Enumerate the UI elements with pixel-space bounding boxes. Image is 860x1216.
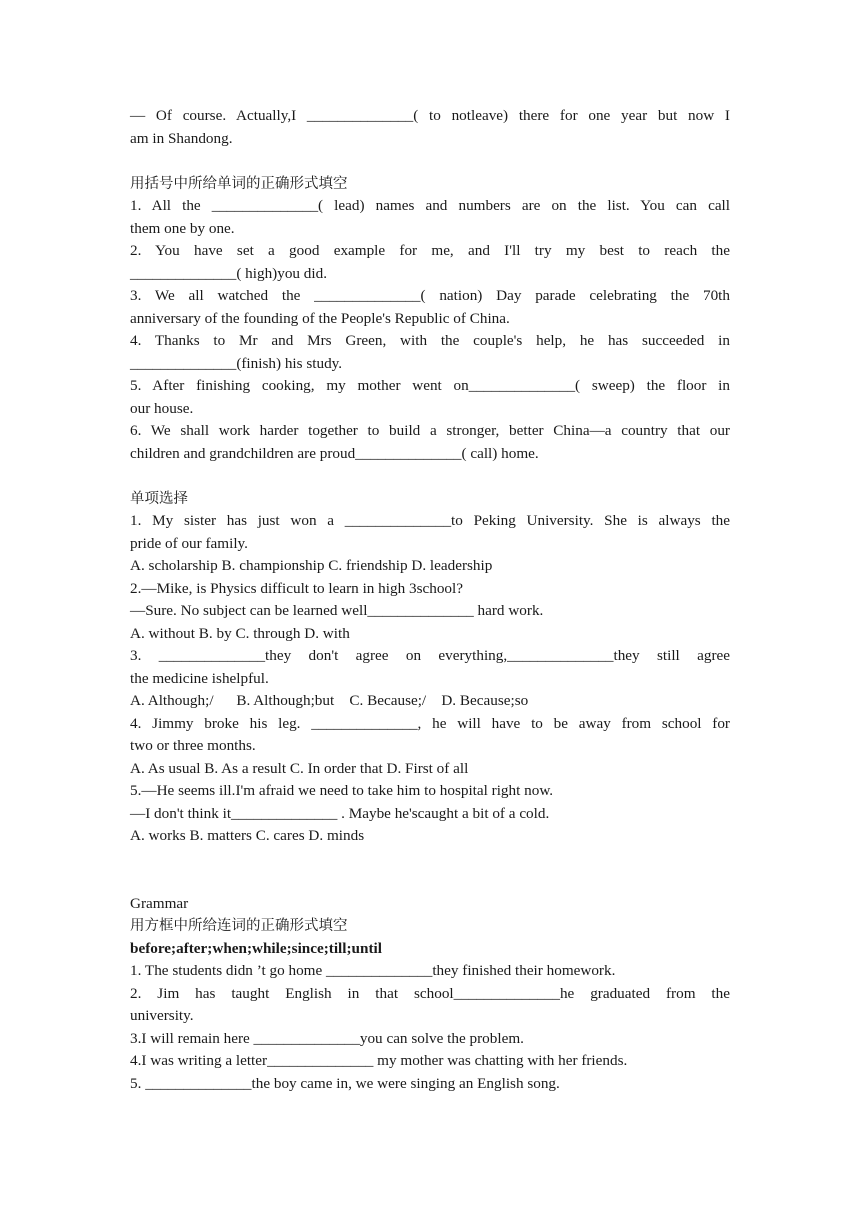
document-page	[130, 105, 730, 1095]
section3-heading: 用方框中所给连词的正确形式填空	[130, 918, 348, 934]
s1-line: them one by one.	[130, 219, 235, 237]
word-box: before;after;when;while;since;till;until	[130, 939, 382, 957]
s1-line: 4. Thanks to Mr and Mrs Green, with the couple's help, he has succeeded in	[130, 332, 730, 349]
s1-line: 3. We all watched the ______________( nation) Day parade celebrating the 70th	[130, 287, 730, 304]
s2-line: 2.—Mike, is Physics difficult to learn in high 3school?	[130, 579, 463, 597]
s1-line: children and grandchildren are proud______________( call) home.	[130, 444, 539, 462]
s1-line: 5. After finishing cooking, my mother went on______________( sweep) the floor in	[130, 377, 730, 394]
s2-line: —Sure. No subject can be learned well______________ hard work.	[130, 602, 544, 619]
s1-line: 1. All the ______________( lead) names and numbers are on the list. You can call	[130, 197, 730, 214]
s2-line: A. Although;/ B. Although;but C. Because;/ D. Because;so	[130, 692, 529, 709]
s3-line: 3.I will remain here ______________you can solve the problem.	[130, 1029, 524, 1047]
intro-line-2: am in Shandong.	[130, 129, 233, 147]
s2-line: —I don't think it______________ . Maybe he'scaught a bit of a cold.	[130, 804, 550, 822]
s3-line: 1. The students didn ’t go home ______________they finished their homework.	[130, 962, 616, 979]
s3-line: 5. ______________the boy came in, we were singing an English song.	[130, 1074, 560, 1092]
s2-line: two or three months.	[130, 737, 256, 754]
s2-line: A. scholarship B. championship C. friendship D. leadership	[130, 557, 493, 574]
s1-line: ______________( high)you did.	[130, 264, 328, 282]
section2-heading: 单项选择	[130, 490, 188, 507]
intro-line-1: — Of course. Actually,I ______________( to notleave) there for one year but now I	[130, 107, 730, 124]
s3-line: 4.I was writing a letter______________ my mother was chatting with her friends.	[130, 1052, 628, 1069]
s2-line: the medicine ishelpful.	[130, 669, 269, 687]
section3-title: Grammar	[130, 894, 189, 912]
s2-line: 4. Jimmy broke his leg. ______________, he will have to be away from school for	[130, 714, 730, 732]
s2-line: 1. My sister has just won a ______________to Peking University. She is always the	[130, 512, 730, 529]
s1-line: anniversary of the founding of the People's Republic of China.	[130, 309, 510, 327]
s1-line: 6. We shall work harder together to build a stronger, better China—a country that our	[130, 422, 730, 439]
s1-line: 2. You have set a good example for me, and I'll try my best to reach the	[130, 242, 730, 259]
s2-line: A. As usual B. As a result C. In order that D. First of all	[130, 759, 469, 777]
s1-line: our house.	[130, 399, 194, 417]
s2-line: A. without B. by C. through D. with	[130, 624, 350, 642]
s3-line: university.	[130, 1007, 194, 1024]
s3-line: 2. Jim has taught English in that school______________he graduated from the	[130, 984, 730, 1002]
s2-line: 5.—He seems ill.I'm afraid we need to take him to hospital right now.	[130, 782, 554, 799]
section1-heading: 用括号中所给单词的正确形式填空	[130, 175, 348, 192]
s1-line: ______________(finish) his study.	[130, 354, 343, 372]
s2-line: 3. ______________they don't agree on everything,______________they still agree	[130, 647, 730, 664]
s2-line: pride of our family.	[130, 534, 248, 552]
s2-line: A. works B. matters C. cares D. minds	[130, 827, 365, 844]
